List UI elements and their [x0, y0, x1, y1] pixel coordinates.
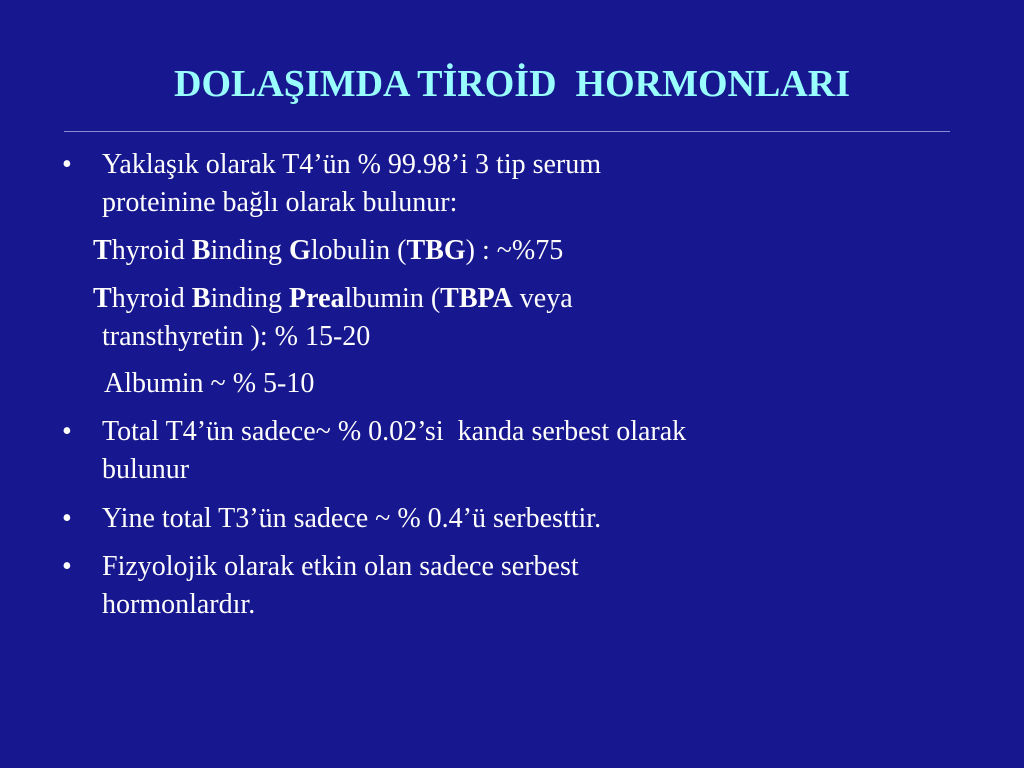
albumin-line: Albumin ~ % 5-10: [104, 368, 315, 399]
tbpa-line: [93, 282, 573, 316]
tbpa-t-rest: hyroid: [111, 283, 192, 314]
tbpa-abbr: TBPA: [440, 283, 513, 314]
bullet1-line1: Yaklaşık olarak T4’ün % 99.98’i 3 tip serum: [102, 149, 602, 180]
tbpa-a: a: [330, 283, 345, 314]
tbg-line: [93, 234, 563, 268]
tbpa-t: T: [93, 283, 112, 314]
tbpa-b: B: [191, 283, 211, 314]
tbpa-tail: veya: [512, 283, 573, 314]
bullet-marker: •: [62, 416, 72, 447]
tbg-t: T: [93, 235, 112, 266]
bullet1-line2: proteinine bağlı olarak bulunur:: [102, 187, 458, 218]
bullet-marker: •: [62, 149, 72, 180]
tbg-tail: ) : ~%75: [465, 235, 564, 266]
slide-title: DOLAŞIMDA TİROİD HORMONLARI: [174, 63, 850, 105]
tbg-t-rest: hyroid: [111, 235, 192, 266]
bullet2-line1: Total T4’ün sadece~ % 0.02’si kanda serbest olarak: [102, 416, 687, 447]
bullet4-line1: Fizyolojik olarak etkin olan sadece serbest: [102, 551, 579, 582]
tbg-b: B: [191, 235, 211, 266]
tbpa-a-rest: lbumin (: [344, 283, 441, 314]
tbg-g-rest: lobulin (: [310, 235, 407, 266]
tbpa-pre: Pre: [289, 283, 331, 314]
tbg-b-rest: inding: [210, 235, 290, 266]
bullet4-line2: hormonlardır.: [102, 589, 256, 620]
tbpa-line2: transthyretin ): % 15-20: [102, 321, 371, 352]
tbg-abbr: TBG: [406, 235, 466, 266]
bullet-marker: •: [62, 503, 72, 534]
title-divider: [64, 131, 950, 132]
bullet3-line1: Yine total T3’ün sadece ~ % 0.4’ü serbesttir.: [102, 503, 602, 534]
tbpa-b-rest: inding: [210, 283, 290, 314]
tbg-g: G: [289, 235, 311, 266]
bullet-marker: •: [62, 551, 72, 582]
bullet2-line2: bulunur: [102, 454, 190, 485]
